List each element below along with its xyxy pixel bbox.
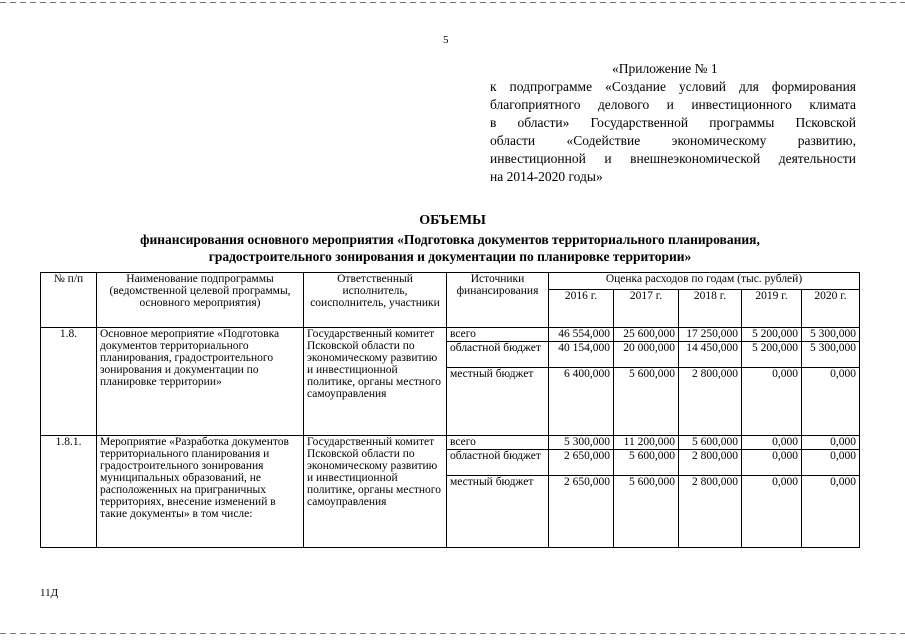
row-source: местный бюджет: [447, 368, 549, 436]
value-cell: 5 300,000: [802, 328, 860, 342]
row-num: 1.8.: [41, 328, 97, 436]
header-year: 2020 г.: [802, 290, 860, 328]
row-name: Основное мероприятие «Подготовка документов территориального планирования, градостроительного зонирования и документации по планировке территории»: [97, 328, 304, 436]
document-title: ОБЪЕМЫ: [419, 213, 486, 228]
scan-edge-top: [0, 2, 905, 3]
row-executor: Государственный комитет Псковской области по экономическому развитию и инвестиционной политике, органы местного самоуправления: [304, 328, 447, 436]
row-executor: Государственный комитет Псковской области по экономическому развитию и инвестиционной политике, органы местного самоуправления: [304, 436, 447, 548]
value-cell: 0,000: [802, 368, 860, 436]
value-cell: 14 450,000: [679, 342, 742, 368]
value-cell: 2 800,000: [679, 476, 742, 548]
row-source: областной бюджет: [447, 342, 549, 368]
value-cell: 6 400,000: [549, 368, 614, 436]
table-row: [41, 328, 860, 342]
value-cell: 0,000: [742, 436, 802, 450]
row-source: местный бюджет: [447, 476, 549, 548]
appendix-line: к подпрограмме «Создание условий для формирования: [490, 79, 856, 94]
value-cell: 11 200,000: [614, 436, 679, 450]
value-cell: 2 800,000: [679, 368, 742, 436]
row-source: всего: [447, 436, 549, 450]
footer-code: 11Д: [40, 587, 59, 599]
appendix-line: в области» Государственной программы Псковской: [490, 115, 856, 130]
value-cell: 5 300,000: [549, 436, 614, 450]
appendix-body: [490, 78, 856, 186]
header-row: [41, 273, 860, 290]
value-cell: 5 200,000: [742, 328, 802, 342]
row-num: 1.8.1.: [41, 436, 97, 548]
subtitle-line-2: градостроительного зонирования и документации по планировке территории»: [208, 249, 692, 264]
page-number: 5: [443, 34, 449, 46]
value-cell: 2 650,000: [549, 476, 614, 548]
value-cell: 0,000: [802, 476, 860, 548]
header-num: № п/п: [41, 273, 97, 328]
value-cell: 5 600,000: [614, 368, 679, 436]
header-executor: Ответственный исполнитель, соисполнитель, участники: [304, 273, 447, 328]
value-cell: 40 154,000: [549, 342, 614, 368]
scan-edge-bottom: [0, 633, 905, 634]
appendix-note: [490, 60, 856, 186]
financing-table: [40, 272, 860, 548]
appendix-line: благоприятного делового и инвестиционного климата: [490, 97, 856, 112]
appendix-line-last: на 2014-2020 годы»: [490, 169, 603, 184]
header-year: 2018 г.: [679, 290, 742, 328]
value-cell: 0,000: [742, 368, 802, 436]
subtitle-line-1: финансирования основного мероприятия «Подготовка документов территориального планирования,: [140, 232, 760, 247]
value-cell: 2 650,000: [549, 450, 614, 476]
value-cell: 5 600,000: [679, 436, 742, 450]
value-cell: 46 554,000: [549, 328, 614, 342]
value-cell: 25 600,000: [614, 328, 679, 342]
document-subtitle: [40, 231, 860, 265]
value-cell: 17 250,000: [679, 328, 742, 342]
value-cell: 0,000: [802, 436, 860, 450]
value-cell: 2 800,000: [679, 450, 742, 476]
header-year: 2016 г.: [549, 290, 614, 328]
value-cell: 20 000,000: [614, 342, 679, 368]
value-cell: 0,000: [802, 450, 860, 476]
row-name: Мероприятие «Разработка документов территориального планирования и градостроительного зонирования муниципальных образований, не расположенных на приграничных территориях, внесение изменений в такие документы» в том числе:: [97, 436, 304, 548]
header-year: 2019 г.: [742, 290, 802, 328]
appendix-line: области «Содействие экономическому развитию,: [490, 133, 856, 148]
value-cell: 5 600,000: [614, 476, 679, 548]
table-row: [41, 436, 860, 450]
header-source: Источники финансирования: [447, 273, 549, 328]
row-source: всего: [447, 328, 549, 342]
header-name: Наименование подпрограммы (ведомственной целевой программы, основного мероприятия): [97, 273, 304, 328]
value-cell: 5 600,000: [614, 450, 679, 476]
header-estimate: Оценка расходов по годам (тыс. рублей): [549, 273, 860, 290]
row-source: областной бюджет: [447, 450, 549, 476]
value-cell: 0,000: [742, 476, 802, 548]
header-year: 2017 г.: [614, 290, 679, 328]
value-cell: 5 300,000: [802, 342, 860, 368]
appendix-line: инвестиционной и внешнеэкономической деятельности: [490, 151, 856, 166]
value-cell: 0,000: [742, 450, 802, 476]
appendix-heading: «Приложение № 1: [612, 61, 718, 76]
value-cell: 5 200,000: [742, 342, 802, 368]
